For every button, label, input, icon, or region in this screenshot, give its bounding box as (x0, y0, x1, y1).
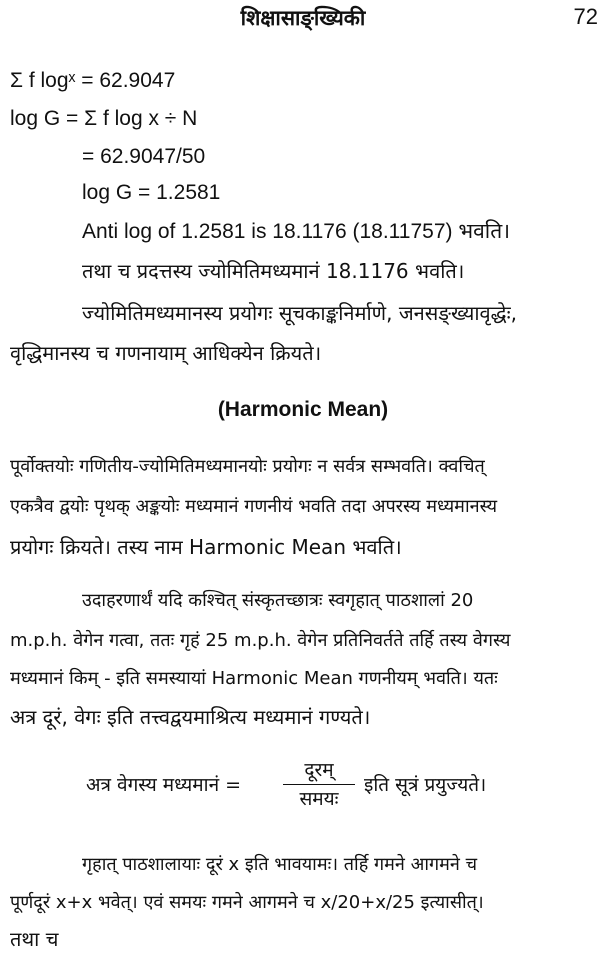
section-heading: (Harmonic Mean) (217, 398, 389, 421)
text-line: पूर्वोक्तयोः गणितीय-ज्योमितिमध्यमानयोः प्रयोगः न सर्वत्र सम्भवति। क्वचित् (10, 456, 485, 477)
text-line: गृहात् पाठशालायाः दूरं x इति भावयामः। तर्हि गमने आगमने च (82, 854, 478, 875)
text-line: पूर्णदूरं x+x भवेत्। एवं समयः गमने आगमने च x/20+x/25 इत्यासीत्। (10, 892, 484, 913)
text-line: उदाहरणार्थं यदि कश्चित् संस्कृतच्छात्रः स्वगृहात् पाठशालां 20 (82, 590, 474, 611)
equation-log-g-value: log G = 1.2581 (82, 181, 221, 204)
equation-log-g: log G = Σ f log x ÷ N (10, 107, 198, 130)
text-line: ज्योमितिमध्यमानस्य प्रयोगः सूचकाङ्कनिर्माणे, जनसङ्ख्यावृद्धेः, (82, 301, 518, 325)
text-line: एकत्रैव द्वयोः पृथक् अङ्कयोः मध्यमानं गणनीयं भवति तदा अपरस्य मध्यमानस्य (10, 496, 498, 517)
text-line: अत्र दूरं, वेगः इति तत्त्वद्वयमाश्रित्य मध्यमानं गण्यते। (10, 705, 371, 729)
text-line: m.p.h. वेगेन गत्वा, ततः गृहं 25 m.p.h. वेगेन प्रतिनिवर्तते तर्हि तस्य वेगस्य (10, 630, 511, 651)
running-header-title: शिक्षासाङ्ख्यिकी (240, 6, 366, 30)
equation-sum-flogx: Σ f logˣ = 62.9047 (10, 69, 176, 92)
text-line: प्रयोगः क्रियते। तस्य नाम Harmonic Mean भवति। (10, 535, 402, 559)
formula-denominator: समयः (299, 788, 339, 810)
page-number: 72 (573, 4, 598, 29)
equation-division: = 62.9047/50 (82, 145, 206, 168)
formula-left: अत्र वेगस्य मध्यमानं = (86, 774, 242, 796)
text-line: मध्यमानं किम् - इति समस्यायां Harmonic Mean गणनीयम् भवति। यतः (10, 668, 498, 689)
antilog-sentence: Anti log of 1.2581 is 18.1176 (18.11757) भवति। (82, 220, 511, 243)
formula-right: इति सूत्रं प्रयुज्यते। (364, 774, 487, 796)
text-line: वृद्धिमानस्य च गणनायाम् आधिक्येन क्रियते। (10, 341, 322, 365)
fraction-bar (283, 784, 355, 785)
formula-fraction (283, 758, 355, 811)
formula-numerator: दूरम् (304, 759, 334, 781)
text-line: तथा च (10, 927, 59, 951)
text-line: तथा च प्रदत्तस्य ज्योमितिमध्यमानं 18.1176 भवति। (82, 259, 465, 283)
